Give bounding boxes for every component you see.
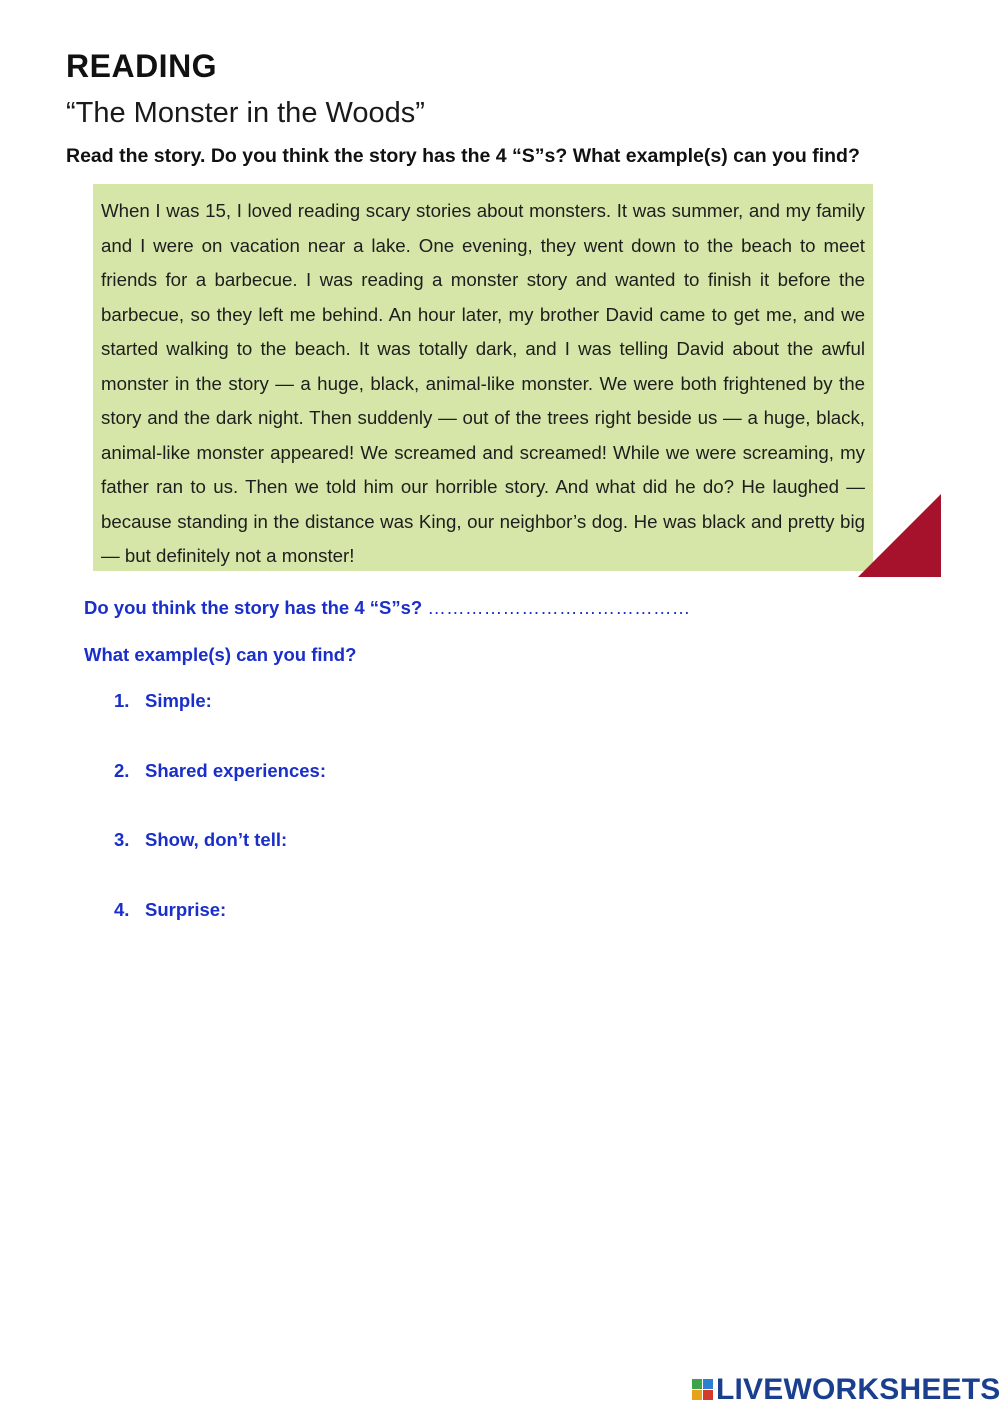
list-item-label: Shared experiences: [145, 760, 326, 781]
question-four-s-label: Do you think the story has the 4 “S”s? [84, 597, 423, 618]
instruction-text: Read the story. Do you think the story has the 4 “S”s? What example(s) can you find? [66, 145, 860, 167]
page-heading: READING [66, 48, 218, 84]
list-item-label: Simple: [145, 690, 212, 711]
liveworksheets-logo[interactable] [692, 1373, 1000, 1407]
list-item-shared-experiences [114, 760, 326, 782]
liveworksheets-logo-icon [692, 1377, 714, 1403]
triangle-shape [858, 494, 941, 577]
list-item-label: Show, don’t tell: [145, 829, 288, 850]
list-item-number: 3. [114, 829, 130, 850]
list-item-number: 1. [114, 690, 130, 711]
corner-triangle-decoration [858, 494, 941, 577]
story-box [93, 184, 873, 571]
story-title: “The Monster in the Woods” [66, 97, 425, 129]
list-item-simple [114, 690, 212, 712]
list-item-number: 4. [114, 899, 130, 920]
answer-blank[interactable]: …………………………………… [427, 597, 691, 618]
list-item-show-dont-tell [114, 829, 287, 851]
list-item-label: Surprise: [145, 899, 227, 920]
list-item-surprise [114, 899, 226, 921]
list-item-number: 2. [114, 760, 130, 781]
logo-text: LIVEWORKSHEETS [716, 1373, 1000, 1406]
question-four-s [84, 597, 691, 619]
question-examples: What example(s) can you find? [84, 644, 357, 665]
story-text: When I was 15, I loved reading scary stories about monsters. It was summer, and my family and I were on vacation near a lake. One evening, they went down to the beach to meet friends for a barbecue. I was reading a monster story and wanted to finish it before the barbecue, so they left me behind. An hour later, my brother David came to get me, and we started walking to the beach. It was totally dark, and I was telling David about the awful monster in the story — a huge, black, animal-like monster. We were both frightened by the story and the dark night. Then suddenly — out of the trees right beside us — a huge, black, animal-like monster appeared! We screamed and screamed! While we were screaming, my father ran to us. Then we told him our horrible story. And what did he do? He laughed — because standing in the distance was King, our neighbor’s dog. He was black and pretty big — but definitely not a monster! [101, 200, 865, 566]
